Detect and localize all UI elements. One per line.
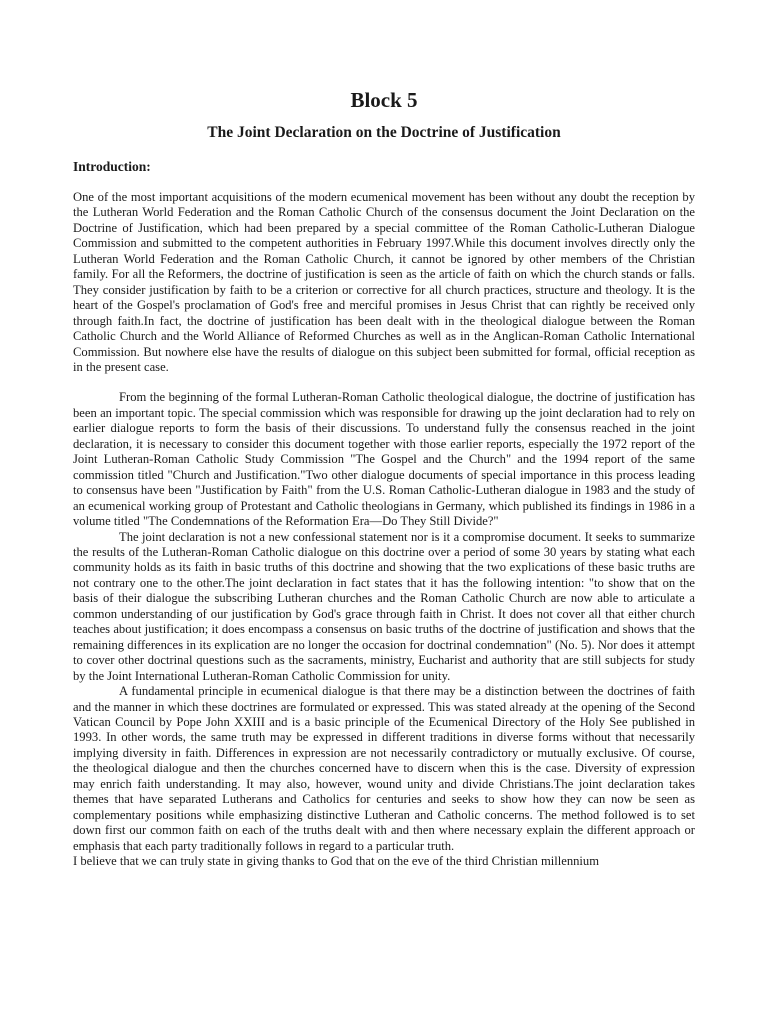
paragraph: One of the most important acquisitions of the modern ecumenical movement has been without any doubt the reception by the Lutheran World Federation and the Roman Catholic Church of the consensus document the Joint Declaration on the Doctrine of Justification, which had been prepared by a special committee of the Roman Catholic-Lutheran Dialogue Commission and submitted to the competent authorities in February 1997.While this document involves directly only the Lutheran World Federation and the Roman Catholic Church, it cannot be ignored by other members of the Christian family. For all the Reformers, the doctrine of justification is seen as the article of faith on which the church stands or falls. They consider justification by faith to be a criterion or corrective for all church practices, structure and theology. It is the heart of the Gospel's proclamation of God's free and merciful promises in Jesus Christ that can rightly be received only through faith.In fact, the doctrine of justification has been dealt with in the theological dialogue between the Roman Catholic Church and the World Alliance of Reformed Churches as well as in the Anglican-Roman Catholic International Commission. But nowhere else have the results of dialogue on this subject been submitted for formal, official reception as in the present case. (73, 190, 695, 374)
document-body (73, 190, 695, 869)
document-page (73, 0, 695, 1024)
document-subtitle: The Joint Declaration on the Doctrine of Justification (207, 124, 561, 141)
paragraph: The joint declaration is not a new confessional statement nor is it a compromise document. It seeks to summarize the results of the Lutheran-Roman Catholic dialogue on this doctrine over a period of some 30 years by stating what each community holds as its faith in basic truths of this doctrine and showing that the two explications of these basic truths are not contrary one to the other.The joint declaration in fact states that it has the following intention: "to show that on the basis of their dialogue the subscribing Lutheran churches and the Roman Catholic Church are now able to articulate a common understanding of our justification by God's grace through faith in Christ. It does not cover all that either church teaches about justification; it does encompass a consensus on basic truths of the doctrine of justification and shows that the remaining differences in its explication are no longer the occasion for doctrinal condemnation" (No. 5). Nor does it attempt to cover other doctrinal questions such as the sacraments, ministry, Eucharist and authority that are still subjects for study by the Joint International Lutheran-Roman Catholic Commission for unity. (73, 529, 695, 683)
section-heading-introduction: Introduction: (73, 159, 151, 174)
paragraph: A fundamental principle in ecumenical dialogue is that there may be a distinction between the doctrines of faith and the manner in which these doctrines are formulated or expressed. This was stated already at the opening of the Second Vatican Council by Pope John XXIII and is a basic principle of the Ecumenical Directory of the Holy See published in 1993. In other words, the same truth may be expressed in different traditions in diverse forms without that necessarily implying diversity in faith. Differences in expression are not necessarily contradictory or mutually exclusive. Of course, the theological dialogue and then the churches concerned have to discern when this is the case. Diversity of expression may enrich faith understanding. It may also, however, wound unity and divide Christians.The joint declaration takes themes that have separated Lutherans and Catholics for centuries and seeks to show how they can now be seen as complementary positions while emphasizing distinctive Lutheran and Catholic concerns. The method followed is to set down first our common faith on each of the truths dealt with and then where necessary explain the different approach or emphasis that each party traditionally follows in regard to a particular truth. (73, 684, 695, 853)
paragraph: From the beginning of the formal Lutheran-Roman Catholic theological dialogue, the doctrine of justification has been an important topic. The special commission which was responsible for drawing up the joint declaration had to rely on earlier dialogue reports to form the basis of their discussions. To understand fully the consensus reached in the joint declaration, it is necessary to consider this document together with those earlier reports, especially the 1972 report of the Joint Lutheran-Roman Catholic Study Commission "The Gospel and the Church" and the 1994 report of the same commission titled "Church and Justification."Two other dialogue documents of special importance in this process leading to consensus have been "Justification by Faith" from the U.S. Roman Catholic-Lutheran dialogue in 1983 and the study of an ecumenical working group of Protestant and Catholic theologians in Germany, which published its findings in 1986 in a volume titled "The Condemnations of the Reformation Era—Do They Still Divide?" (73, 390, 695, 529)
block-title: Block 5 (350, 88, 418, 112)
paragraph: I believe that we can truly state in giving thanks to God that on the eve of the third Christian millennium (73, 854, 600, 869)
